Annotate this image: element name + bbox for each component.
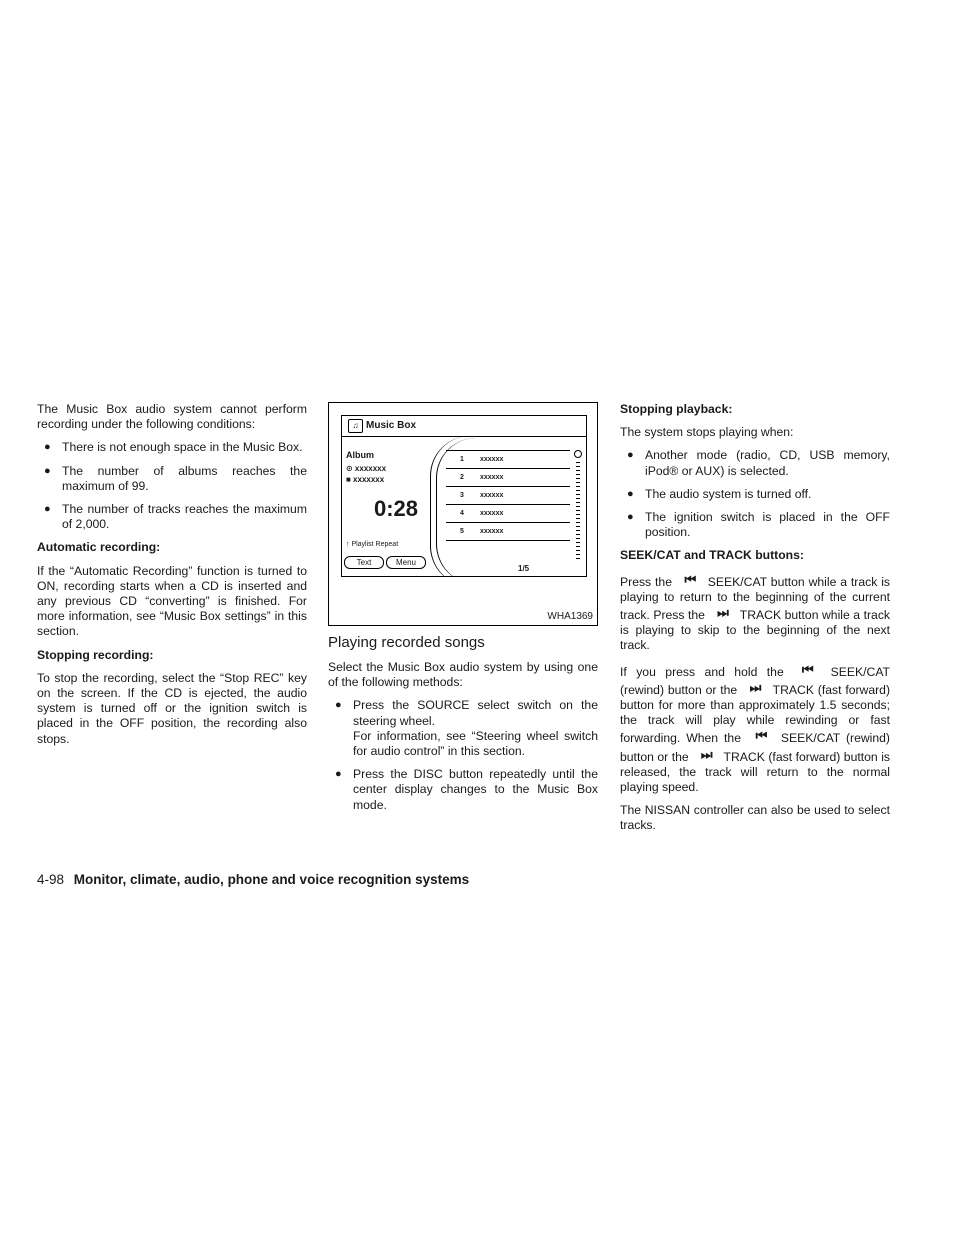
previous-track-icon: ⏮ — [684, 571, 696, 587]
stopping-playback-heading: Stopping playback: — [620, 402, 733, 416]
column-middle — [328, 402, 598, 821]
seek-track-heading: SEEK/CAT and TRACK buttons: — [620, 548, 804, 563]
methods-list — [328, 698, 598, 812]
list-item: ● Another mode (radio, CD, USB memory, iPod® or AUX) is selected. — [627, 448, 890, 478]
seek-paragraph-2: If you press and hold the ⏮ SEEK/CAT (rewind) button or the ⏭ TRACK (fast forward) button for more than approximately 1.5 seconds; the track will play while rewinding or fast forwarding. When the ⏮ SEEK/CAT (rewind) button or the ⏭ TRACK (fast forward) button is released, the track will return to the normal playing speed. — [620, 661, 891, 795]
list-item: ● The number of tracks reaches the maximum of 2,000. — [44, 502, 307, 532]
album-label: Album — [346, 450, 374, 460]
previous-track-icon: ⏮ — [801, 661, 813, 677]
column-right — [620, 402, 890, 842]
album-line-1: ⊙ xxxxxxx — [346, 464, 387, 473]
screen-title: Music Box — [366, 420, 417, 431]
next-track-icon: ⏭ — [717, 605, 728, 621]
music-box-icon: ♫ — [348, 419, 363, 433]
scroll-knob-icon[interactable] — [574, 450, 582, 458]
stop-conditions-list — [620, 448, 890, 540]
stopping-recording-text: To stop the recording, select the “Stop REC” key on the screen. If the CD is ejected, the audio system is turned off or the ignition switch is placed in the OFF position, the recording also stops. — [37, 670, 307, 746]
chapter-title: Monitor, climate, audio, phone and voice recognition systems — [73, 872, 470, 887]
seek-paragraph-3: The NISSAN controller can also be used to select tracks. — [620, 803, 890, 833]
list-item: ● The ignition switch is placed in the OFF position. — [627, 510, 890, 540]
scrollbar[interactable] — [574, 450, 581, 562]
bullet-icon: ● — [335, 768, 342, 781]
bullet-icon: ● — [44, 503, 51, 516]
stopping-playback-intro: The system stops playing when: — [620, 425, 794, 440]
previous-track-icon: ⏮ — [755, 728, 767, 744]
scroll-ticks — [576, 462, 580, 562]
page-number: 4-98 — [37, 872, 65, 887]
figure-code: WHA1369 — [547, 611, 593, 622]
list-item: ● Press the SOURCE select switch on the steering wheel. For information, see “Steering wheel switch for audio control” in this section. — [335, 698, 598, 759]
repeat-status: ↑ Playlist Repeat — [346, 541, 399, 548]
track-row[interactable]: 1 xxxxxx — [446, 450, 570, 469]
list-item: ● Press the DISC button repeatedly until the center display changes to the Music Box mode. — [335, 767, 598, 812]
automatic-recording-heading: Automatic recording: — [37, 540, 161, 555]
list-item: ● The number of albums reaches the maximum of 99. — [44, 463, 307, 493]
play-time: 0:28 — [374, 496, 419, 521]
recording-conditions-list — [37, 440, 307, 532]
track-row[interactable]: 3 xxxxxx — [446, 487, 570, 505]
track-row[interactable]: 2 xxxxxx — [446, 469, 570, 487]
track-list — [446, 450, 570, 541]
stopping-recording-heading: Stopping recording: — [37, 647, 154, 662]
playing-intro: Select the Music Box audio system by using one of the following methods: — [328, 660, 598, 690]
bullet-icon: ● — [335, 699, 342, 712]
bullet-icon: ● — [627, 511, 634, 524]
bullet-icon: ● — [627, 487, 634, 500]
next-track-icon: ⏭ — [700, 746, 712, 762]
recording-intro: The Music Box audio system cannot perform recording under the following conditions: — [37, 402, 307, 432]
playing-recorded-songs-title: Playing recorded songs — [328, 634, 485, 651]
next-track-icon: ⏭ — [749, 679, 761, 695]
album-line-2: ■ xxxxxxx — [346, 475, 385, 484]
track-row[interactable]: 4 xxxxxx — [446, 505, 570, 523]
screen-titlebar — [342, 416, 586, 437]
column-left — [37, 402, 307, 755]
list-item: ● There is not enough space in the Music Box. — [44, 440, 303, 455]
automatic-recording-text: If the “Automatic Recording” function is turned to ON, recording starts when a CD is inserted and any previous CD “converting” is finished. For more information, see “Music Box settings” in this section. — [37, 563, 307, 639]
page-footer — [37, 871, 469, 888]
music-box-screen — [341, 415, 587, 577]
menu-button[interactable]: Menu — [386, 556, 426, 569]
bullet-icon: ● — [627, 449, 634, 462]
list-item: ● The audio system is turned off. — [627, 486, 812, 501]
music-box-figure — [328, 402, 598, 626]
track-row[interactable]: 5 xxxxxx — [446, 523, 570, 541]
page-indicator: 1/5 — [518, 564, 530, 573]
seek-paragraph-1: Press the ⏮ SEEK/CAT button while a track is playing to return to the beginning of the current track. Press the ⏭ TRACK button while a track is playing to skip to the beginning of the next track. — [620, 571, 891, 653]
text-button[interactable]: Text — [344, 556, 384, 569]
method-note: For information, see “Steering wheel switch for audio control” in this section. — [353, 728, 598, 759]
bullet-icon: ● — [44, 441, 51, 454]
bullet-icon: ● — [44, 464, 51, 477]
